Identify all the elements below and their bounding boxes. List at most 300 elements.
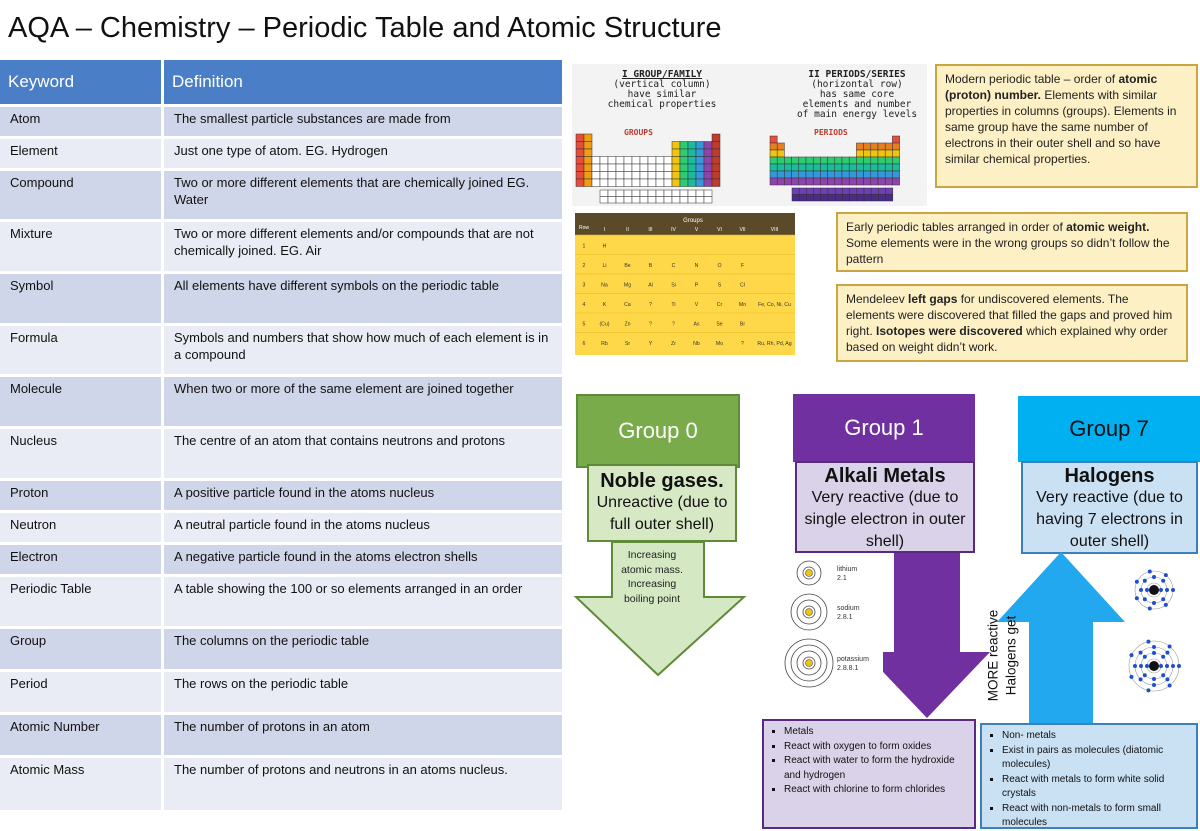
pt-cell [842, 171, 849, 178]
pt-cell [640, 190, 648, 197]
pt-cell [608, 172, 616, 180]
definition-cell: A neutral particle found in the atoms nucleus [164, 513, 565, 542]
mendeleev-cell: H [602, 243, 607, 250]
pt-cell [806, 195, 813, 202]
pt-cell [850, 188, 857, 195]
pt-cell [777, 164, 784, 171]
pt-cell [864, 195, 871, 202]
property-item: ▪ Non- metals [1002, 729, 1190, 744]
pt-cell [704, 172, 712, 180]
mendeleev-cell: 4 [582, 302, 586, 308]
pt-cell [696, 197, 704, 204]
mendeleev-cell: 2 [582, 263, 586, 269]
mendeleev-cell: Mg [623, 282, 632, 289]
electron [1161, 673, 1165, 677]
note-segment: for undiscovered elements. The elements were discovered that filled the gaps and proved him right. [846, 292, 1173, 338]
mendeleev-cell: ? [741, 341, 744, 347]
pt-cell [799, 178, 806, 185]
electron [1165, 651, 1169, 655]
pt-cell [576, 142, 584, 150]
mendeleev-cell: Cl [740, 282, 745, 289]
electron [1135, 580, 1139, 584]
pt-cell [885, 157, 892, 164]
pt-cell [592, 164, 600, 172]
pt-cell [600, 179, 608, 187]
group-0-info-box [587, 464, 737, 542]
periods-heading-line: has same core [819, 89, 895, 100]
pt-cell [656, 179, 664, 187]
pt-cell [712, 172, 720, 180]
mendeleev-cell: 1 [582, 243, 586, 250]
group-0-arrow-text: Increasing atomic mass. Increasing boiling point [621, 549, 683, 605]
group-7-heading [1018, 396, 1200, 462]
pt-cell [704, 157, 712, 165]
pt-cell [770, 164, 777, 171]
mendeleev-cell: As [693, 321, 700, 328]
definition-cell: Just one type of atom. EG. Hydrogen [164, 139, 565, 168]
definition-cell: The columns on the periodic table [164, 629, 565, 669]
pt-cell [664, 197, 672, 204]
electron [1139, 588, 1143, 592]
pt-cell [885, 171, 892, 178]
pt-cell [712, 134, 720, 142]
periods-heading-line: (horizontal row) [811, 79, 903, 90]
groups-label: GROUPS [624, 128, 653, 137]
mendeleev-cell: B [648, 263, 653, 269]
table-row [0, 326, 565, 374]
table-row [0, 513, 565, 542]
pt-cell [656, 172, 664, 180]
pt-cell [777, 150, 784, 157]
pt-cell [648, 164, 656, 172]
pt-cell [871, 171, 878, 178]
pt-cell [828, 164, 835, 171]
pt-cell [777, 157, 784, 164]
pt-cell [814, 188, 821, 195]
pt-cell [856, 164, 863, 171]
pt-cell [584, 179, 592, 187]
note-segment: Modern periodic table – order of [945, 72, 1119, 86]
pt-cell [632, 190, 640, 197]
mendeleev-cell: Al [648, 282, 653, 289]
nucleus [1149, 661, 1159, 671]
column-header-keyword: Keyword [0, 60, 164, 104]
table-row [0, 107, 565, 136]
electron [1135, 596, 1139, 600]
pt-cell [856, 143, 863, 150]
pt-cell [656, 197, 664, 204]
pt-cell [849, 157, 856, 164]
pt-cell [600, 172, 608, 180]
pt-cell [696, 149, 704, 157]
pt-cell [814, 195, 821, 202]
mendeleev-cell: Li [602, 263, 607, 269]
property-item: ▪ React with non-metals to form small molecules [1002, 802, 1190, 831]
pt-cell [828, 178, 835, 185]
pt-cell [632, 197, 640, 204]
mendeleev-cell: Na [601, 282, 608, 289]
mendeleev-cell: N [694, 263, 699, 269]
pt-cell [820, 164, 827, 171]
pt-cell [885, 164, 892, 171]
definition-cell: The centre of an atom that contains neutrons and protons [164, 429, 565, 478]
periods-heading-line: elements and number [802, 99, 912, 110]
pt-cell [878, 143, 885, 150]
nucleus [806, 660, 813, 667]
mendeleev-cell: C [671, 263, 676, 269]
pt-cell [835, 157, 842, 164]
group-7-properties [980, 723, 1198, 829]
pt-cell [857, 188, 864, 195]
note-segment: Elements with similar properties in columns (groups). Elements in same group have the same number of electrons in their outer shell and so have similar chemical properties. [945, 88, 1177, 166]
mendeleev-cell: Ca [624, 302, 631, 308]
pt-cell [648, 157, 656, 165]
pt-cell [712, 164, 720, 172]
mendeleev-cell: Nb [693, 341, 700, 347]
note-segment: atomic (proton) number. [945, 72, 1158, 102]
electron [1148, 569, 1152, 573]
pt-cell [770, 171, 777, 178]
table-row [0, 139, 565, 168]
mendeleev-row-label: Row [578, 225, 590, 231]
pt-cell [806, 188, 813, 195]
pt-cell [813, 164, 820, 171]
mendeleev-cell: ? [649, 302, 652, 308]
electron [1143, 673, 1147, 677]
pt-cell [864, 188, 871, 195]
pt-cell [792, 164, 799, 171]
pt-cell [806, 178, 813, 185]
pt-cell [672, 164, 680, 172]
electron [1165, 664, 1169, 668]
property-item: ▪ Exist in pairs as molecules (diatomic molecules) [1002, 744, 1190, 773]
pt-cell [813, 157, 820, 164]
pt-cell [696, 172, 704, 180]
pt-cell [849, 171, 856, 178]
pt-cell [704, 197, 712, 204]
mendeleev-column-header: IV [671, 227, 676, 233]
pt-cell [632, 172, 640, 180]
pt-cell [584, 172, 592, 180]
pt-cell [770, 143, 777, 150]
pt-cell [600, 197, 608, 204]
periods-heading-line: II PERIODS/SERIES [808, 69, 906, 80]
table-row [0, 629, 565, 669]
pt-cell [640, 172, 648, 180]
vertical-text-more-reactive: MORE reactive [985, 609, 1001, 702]
pt-cell [835, 164, 842, 171]
pt-cell [857, 195, 864, 202]
electron [1177, 664, 1181, 668]
pt-cell [640, 197, 648, 204]
mendeleev-cell: 5 [582, 321, 586, 328]
electron [1143, 655, 1147, 659]
pt-cell [850, 195, 857, 202]
pt-cell [624, 172, 632, 180]
pt-cell [799, 171, 806, 178]
pt-cell [704, 142, 712, 150]
page-title: AQA – Chemistry – Periodic Table and Atomic Structure [8, 12, 722, 44]
groups-heading-line: have similar [627, 89, 697, 100]
mendeleev-cell: O [717, 263, 722, 269]
note-segment: Isotopes were discovered [876, 324, 1023, 338]
pt-cell [680, 164, 688, 172]
pt-cell [704, 164, 712, 172]
pt-cell [835, 178, 842, 185]
pt-cell [792, 157, 799, 164]
table-row [0, 274, 565, 323]
pt-cell [640, 157, 648, 165]
pt-cell [878, 171, 885, 178]
definition-cell: All elements have different symbols on the periodic table [164, 274, 565, 323]
electron [1168, 684, 1172, 688]
pt-cell [864, 157, 871, 164]
note-segment: left gaps [908, 292, 958, 306]
pt-cell [688, 197, 696, 204]
mendeleev-column-header: VI [717, 227, 722, 233]
pt-cell [871, 164, 878, 171]
mendeleev-cell: 3 [582, 282, 586, 289]
reactivity-vertical-label [968, 600, 1038, 720]
pt-cell [616, 197, 624, 204]
pt-cell [616, 157, 624, 165]
mendeleev-cell: Ti [671, 302, 676, 308]
pt-cell [696, 157, 704, 165]
pt-cell [576, 149, 584, 157]
modern-periodic-table-note [935, 64, 1198, 188]
table-row [0, 171, 565, 219]
pt-cell [770, 136, 777, 143]
pt-cell [886, 188, 893, 195]
pt-cell [712, 142, 720, 150]
mendeleev-cell: S [717, 282, 722, 289]
note-segment: which explained why order based on weight didn’t work. [846, 324, 1168, 354]
pt-cell [624, 190, 632, 197]
pt-cell [806, 164, 813, 171]
pt-cell [856, 178, 863, 185]
pt-cell [784, 178, 791, 185]
pt-cell [886, 195, 893, 202]
pt-cell [672, 197, 680, 204]
group-1-info-box [795, 461, 975, 553]
pt-cell [892, 143, 899, 150]
electron [1129, 653, 1133, 657]
mendeleev-note [836, 284, 1188, 362]
mendeleev-table-figure [575, 213, 795, 355]
mendeleev-note-text [846, 292, 1172, 354]
atom-electron-config: 2.8.8.1 [837, 665, 859, 672]
nucleus [806, 609, 813, 616]
pt-cell [680, 149, 688, 157]
keyword-cell: Group [0, 629, 164, 669]
atom-electron-config: 2.1 [837, 575, 847, 582]
definition-cell: The rows on the periodic table [164, 672, 565, 712]
keyword-cell: Period [0, 672, 164, 712]
keyword-cell: Atomic Mass [0, 758, 164, 810]
pt-cell [672, 149, 680, 157]
pt-cell [648, 190, 656, 197]
electron [1145, 664, 1149, 668]
mendeleev-cell: Si [671, 282, 676, 289]
pt-cell [664, 179, 672, 187]
groups-periodic-table-diagram [574, 122, 746, 204]
pt-cell [624, 157, 632, 165]
keyword-cell: Formula [0, 326, 164, 374]
electron [1152, 645, 1156, 649]
pt-cell [806, 157, 813, 164]
pt-cell [792, 195, 799, 202]
pt-cell [672, 190, 680, 197]
pt-cell [821, 188, 828, 195]
keyword-table-body [0, 107, 565, 810]
pt-cell [777, 178, 784, 185]
pt-cell [608, 164, 616, 172]
electron [1145, 588, 1149, 592]
pt-cell [680, 179, 688, 187]
vertical-text-halogens-get: Halogens get [1003, 615, 1019, 696]
periods-label: PERIODS [814, 128, 848, 137]
groups-periods-figure [572, 64, 927, 206]
pt-cell [648, 179, 656, 187]
pt-cell [828, 157, 835, 164]
table-row [0, 222, 565, 271]
pt-cell [616, 164, 624, 172]
definition-cell: Symbols and numbers that show how much of each element is in a compound [164, 326, 565, 374]
group-1-heading [793, 394, 975, 462]
mendeleev-column-header: II [626, 227, 629, 233]
pt-cell [600, 157, 608, 165]
nucleus [806, 570, 813, 577]
pt-cell [799, 157, 806, 164]
pt-cell [688, 190, 696, 197]
pt-cell [871, 178, 878, 185]
halogen-atoms-diagram [1120, 562, 1200, 712]
pt-cell [584, 134, 592, 142]
mendeleev-cell: Cr [716, 302, 723, 308]
pt-cell [704, 149, 712, 157]
atom-name: lithium [837, 566, 858, 573]
pt-cell [842, 157, 849, 164]
pt-cell [856, 150, 863, 157]
keyword-cell: Atomic Number [0, 715, 164, 755]
pt-cell [592, 157, 600, 165]
pt-cell [864, 164, 871, 171]
keyword-cell: Atom [0, 107, 164, 136]
pt-cell [892, 164, 899, 171]
pt-cell [777, 143, 784, 150]
table-header-row [0, 60, 565, 104]
pt-cell [640, 164, 648, 172]
pt-cell [664, 190, 672, 197]
group-1-heading-text: Group 1 [844, 415, 924, 440]
pt-cell [696, 164, 704, 172]
table-row [0, 758, 565, 810]
pt-cell [878, 150, 885, 157]
table-row [0, 377, 565, 426]
electron [1159, 588, 1163, 592]
mendeleev-cell: Y [648, 341, 653, 347]
pt-cell [664, 164, 672, 172]
pt-cell [624, 179, 632, 187]
pt-cell [885, 143, 892, 150]
pt-cell [688, 164, 696, 172]
pt-cell [672, 179, 680, 187]
group-0-heading [576, 394, 740, 468]
pt-cell [864, 178, 871, 185]
property-item: ▪ React with water to form the hydroxide and hydrogen [784, 754, 968, 783]
definition-cell: A negative particle found in the atoms electron shells [164, 545, 565, 574]
electron [1129, 675, 1133, 679]
group-7-name: Halogens [1064, 465, 1155, 487]
groups-heading-line: (vertical column) [613, 79, 711, 90]
pt-cell [813, 178, 820, 185]
mendeleev-cell: Rb [601, 341, 608, 347]
mendeleev-cell: F [740, 263, 745, 269]
electron [1139, 651, 1143, 655]
pt-cell [849, 164, 856, 171]
mendeleev-cell: Fe, Co, Ni, Cu [758, 302, 791, 308]
pt-cell [656, 190, 664, 197]
pt-cell [704, 190, 712, 197]
pt-cell [821, 195, 828, 202]
pt-cell [632, 179, 640, 187]
pt-cell [864, 171, 871, 178]
pt-cell [878, 164, 885, 171]
table-row [0, 715, 565, 755]
pt-cell [584, 149, 592, 157]
group-1-description: Very reactive (due to single electron in outer shell) [804, 489, 966, 550]
periods-heading-line: of main energy levels [796, 109, 918, 120]
pt-cell [680, 142, 688, 150]
keyword-cell: Element [0, 139, 164, 168]
pt-cell [799, 195, 806, 202]
early-note-text [846, 220, 1170, 266]
pt-cell [864, 143, 871, 150]
keyword-cell: Neutron [0, 513, 164, 542]
pt-cell [813, 171, 820, 178]
pt-cell [871, 157, 878, 164]
pt-cell [624, 164, 632, 172]
table-row [0, 672, 565, 712]
pt-cell [885, 150, 892, 157]
group-7-properties-list [988, 729, 1190, 831]
group-7-description: Very reactive (due to having 7 electrons in outer shell) [1036, 489, 1183, 550]
pt-cell [892, 150, 899, 157]
pt-cell [792, 171, 799, 178]
pt-cell [856, 157, 863, 164]
mendeleev-column-header: VIII [770, 227, 779, 233]
pt-cell [712, 157, 720, 165]
pt-cell [770, 150, 777, 157]
keyword-cell: Nucleus [0, 429, 164, 478]
pt-cell [576, 172, 584, 180]
mendeleev-column-header: III [648, 227, 653, 233]
pt-cell [871, 150, 878, 157]
pt-cell [664, 157, 672, 165]
pt-cell [680, 157, 688, 165]
electron [1165, 677, 1169, 681]
pt-cell [680, 172, 688, 180]
mendeleev-cell: Zn [624, 321, 631, 328]
pt-cell [842, 164, 849, 171]
pt-cell [648, 197, 656, 204]
group-7-heading-text: Group 7 [1069, 416, 1149, 441]
pt-cell [576, 134, 584, 142]
pt-cell [856, 171, 863, 178]
note-segment: Mendeleev [846, 292, 909, 306]
definition-cell: A table showing the 100 or so elements arranged in an order [164, 577, 565, 626]
electron [1148, 607, 1152, 611]
